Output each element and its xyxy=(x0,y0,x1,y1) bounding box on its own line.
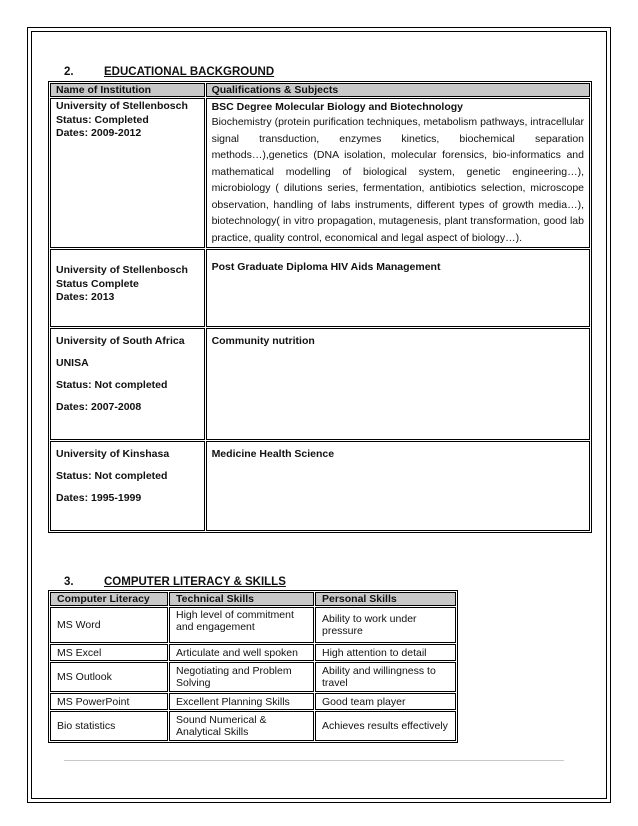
technical-skill-cell: Articulate and well spoken xyxy=(169,644,314,661)
computer-literacy-cell: MS Outlook xyxy=(50,662,168,692)
footer-divider xyxy=(64,760,564,761)
computer-section-number: 3. xyxy=(64,576,74,588)
institution-dates: Dates: 1995-1999 xyxy=(56,492,142,504)
qualification-subjects: Biochemistry (protein purification techniques, metabolism pathways, intracellular signal transduction, enzymes kinetics, biochemical separation methods…),genetics (DNA isolation, molecular forensics, bio-informatics and mathematical modelling of biological system, genetic engineering…), microbiology ( dilutions series, fermentation, antibiotics selection, microscope observation, handling of labs instruments, different types of growth media…), biotechnology( in vitro propagation, mutagenesis, plant transformation, good lab practice, quality control, economical and legal aspect of biology…). xyxy=(211,116,584,244)
personal-skill-cell: Achieves results effectively xyxy=(315,711,456,741)
institution-name: University of Stellenbosch xyxy=(56,100,188,112)
institution-status: Status: Not completed xyxy=(56,470,168,482)
qualification-cell xyxy=(206,441,590,531)
institution-status: Status Complete xyxy=(56,277,139,290)
institution-dates: Dates: 2009-2012 xyxy=(56,127,142,139)
table-row xyxy=(50,644,456,661)
institution-status: Status: Not completed xyxy=(56,379,168,391)
institution-name: University of Stellenbosch xyxy=(56,264,188,276)
institution-status: Status: Completed xyxy=(56,113,149,126)
technical-skill-cell: Sound Numerical & Analytical Skills xyxy=(169,711,314,741)
institution-cell xyxy=(50,328,205,440)
table-row xyxy=(50,441,590,531)
table-row xyxy=(50,693,456,710)
qualification-title: BSC Degree Molecular Biology and Biotechnology xyxy=(211,101,464,113)
header-institution: Name of Institution xyxy=(50,83,205,97)
computer-section-title xyxy=(64,576,286,588)
personal-skill-cell: Good team player xyxy=(315,693,456,710)
education-section-heading: EDUCATIONAL BACKGROUND xyxy=(104,66,275,78)
education-section-number: 2. xyxy=(64,66,74,78)
table-row xyxy=(50,328,590,440)
institution-cell xyxy=(50,249,205,327)
education-header-row xyxy=(50,83,590,97)
table-row xyxy=(50,711,456,741)
qualification-title: Community nutrition xyxy=(211,335,315,347)
institution-cell xyxy=(50,441,205,531)
personal-skill-cell: Ability to work under pressure xyxy=(315,607,456,643)
qualification-cell xyxy=(206,249,590,327)
table-row xyxy=(50,98,590,248)
institution-dates: Dates: 2013 xyxy=(56,291,115,303)
table-row xyxy=(50,607,456,643)
qualification-cell xyxy=(206,98,590,248)
computer-literacy-cell: MS Word xyxy=(50,607,168,643)
header-qualifications: Qualifications & Subjects xyxy=(206,83,590,97)
technical-skill-cell: Excellent Planning Skills xyxy=(169,693,314,710)
institution-name: University of Kinshasa xyxy=(56,448,170,460)
computer-literacy-cell: MS PowerPoint xyxy=(50,693,168,710)
education-section-title xyxy=(64,66,274,78)
table-row xyxy=(50,662,456,692)
header-technical-skills: Technical Skills xyxy=(169,592,314,606)
table-row xyxy=(50,249,590,327)
skills-table xyxy=(48,590,458,743)
institution-name: University of South Africa xyxy=(56,335,185,347)
qualification-cell xyxy=(206,328,590,440)
technical-skill-cell: High level of commitment and engagement xyxy=(169,607,314,643)
computer-section-heading: COMPUTER LITERACY & SKILLS xyxy=(104,576,286,588)
technical-skill-cell: Negotiating and Problem Solving xyxy=(169,662,314,692)
computer-literacy-cell: Bio statistics xyxy=(50,711,168,741)
institution-abbreviation: UNISA xyxy=(56,357,89,369)
qualification-title: Post Graduate Diploma HIV Aids Management xyxy=(211,261,441,273)
personal-skill-cell: High attention to detail xyxy=(315,644,456,661)
education-table xyxy=(48,81,592,533)
institution-cell xyxy=(50,98,205,248)
computer-literacy-cell: MS Excel xyxy=(50,644,168,661)
header-computer-literacy: Computer Literacy xyxy=(50,592,168,606)
skills-header-row xyxy=(50,592,456,606)
header-personal-skills: Personal Skills xyxy=(315,592,456,606)
qualification-title: Medicine Health Science xyxy=(211,448,335,460)
institution-dates: Dates: 2007-2008 xyxy=(56,401,142,413)
personal-skill-cell: Ability and willingness to travel xyxy=(315,662,456,692)
